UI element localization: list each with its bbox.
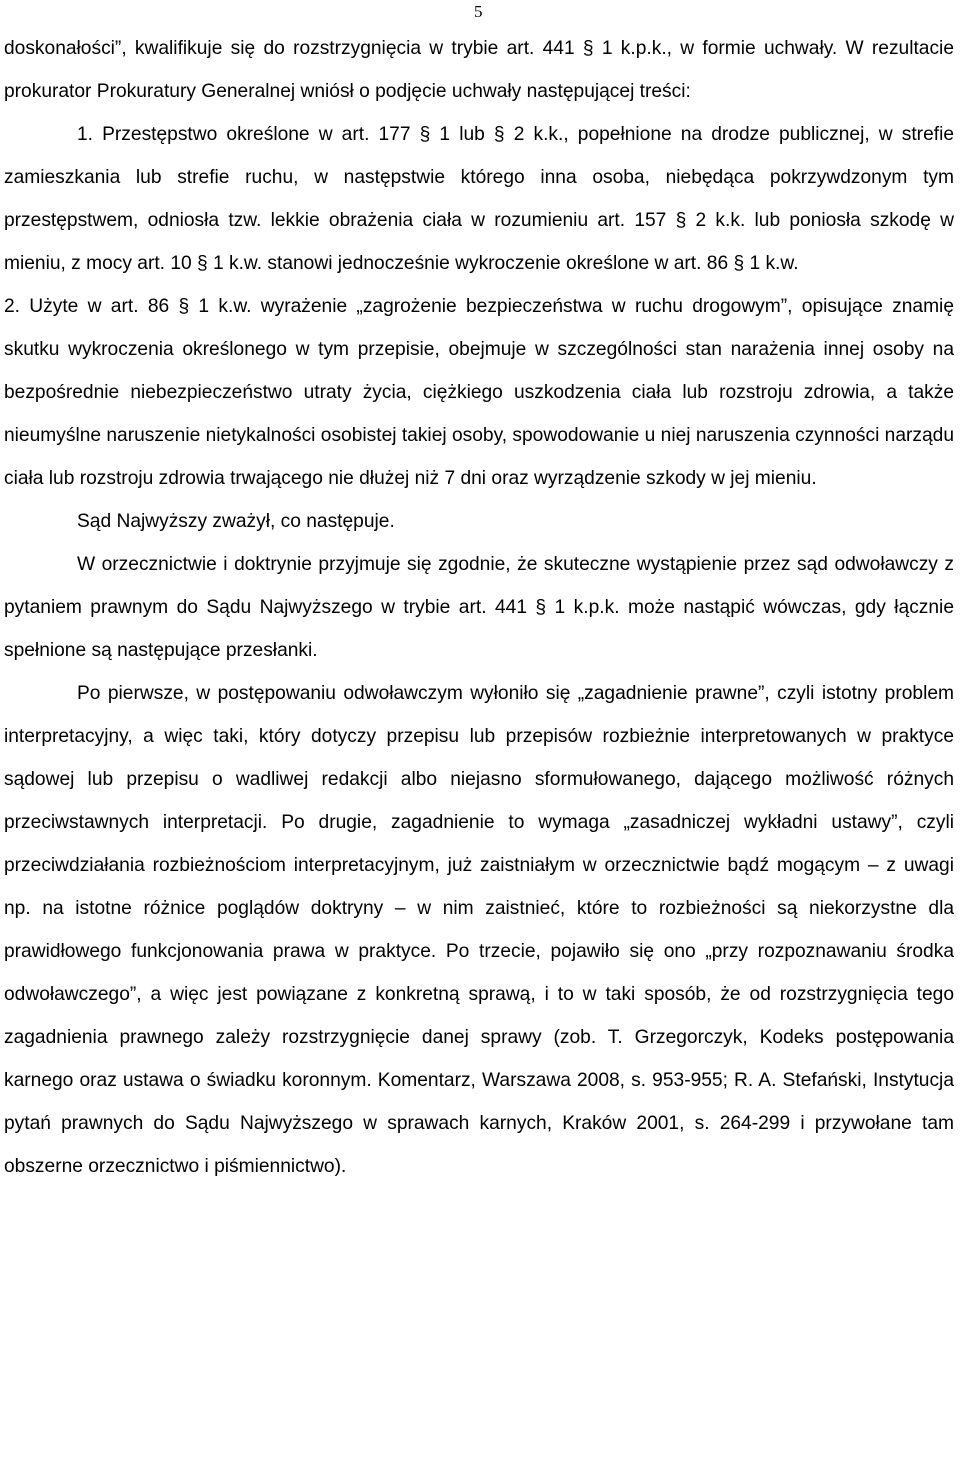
- paragraph: W orzecznictwie i doktrynie przyjmuje się zgodnie, że skuteczne wystąpienie przez sąd odwoławczy z pytaniem prawnym do Sądu Najwyższego w trybie art. 441 § 1 k.p.k. może nastąpić wówczas, gdy łącznie spełnione są następujące przesłanki.: [4, 554, 954, 661]
- document-body: [4, 27, 954, 1188]
- paragraph: Sąd Najwyższy zważył, co następuje.: [77, 511, 395, 532]
- paragraph: doskonałości”, kwalifikuje się do rozstrzygnięcia w trybie art. 441 § 1 k.p.k., w formie uchwały. W rezultacie prokurator Prokuratury Generalnej wniósł o podjęcie uchwały następującej treści:: [4, 38, 954, 102]
- paragraph: 2. Użyte w art. 86 § 1 k.w. wyrażenie „zagrożenie bezpieczeństwa w ruchu drogowym”, opisujące znamię skutku wykroczenia określonego w tym przepisie, obejmuje w szczególności stan narażenia innej osoby na bezpośrednie niebezpieczeństwo utraty życia, ciężkiego uszkodzenia ciała lub rozstroju zdrowia, a także nieumyślne naruszenie nietykalności osobistej takiej osoby, spowodowanie u niej naruszenia czynności narządu ciała lub rozstroju zdrowia trwającego nie dłużej niż 7 dni oraz wyrządzenie szkody w jej mieniu.: [4, 296, 954, 489]
- page-number: 5: [474, 2, 483, 21]
- paragraph: 1. Przestępstwo określone w art. 177 § 1 lub § 2 k.k., popełnione na drodze publicznej, w strefie zamieszkania lub strefie ruchu, w następstwie którego inna osoba, niebędąca pokrzywdzonym tym przestępstwem, odniosła tzw. lekkie obrażenia ciała w rozumieniu art. 157 § 2 k.k. lub poniosła szkodę w mieniu, z mocy art. 10 § 1 k.w. stanowi jednocześnie wykroczenie określone w art. 86 § 1 k.w.: [4, 124, 954, 274]
- paragraph: Po pierwsze, w postępowaniu odwoławczym wyłoniło się „zagadnienie prawne”, czyli istotny problem interpretacyjny, a więc taki, który dotyczy przepisu lub przepisów rozbieżnie interpretowanych w praktyce sądowej lub przepisu o wadliwej redakcji albo niejasno sformułowanego, dającego możliwość różnych przeciwstawnych interpretacji. Po drugie, zagadnienie to wymaga „zasadniczej wykładni ustawy”, czyli przeciwdziałania rozbieżnościom interpretacyjnym, już zaistniałym w orzecznictwie bądź mogącym – z uwagi np. na istotne różnice poglądów doktryny – w nim zaistnieć, które to rozbieżności są niekorzystne dla prawidłowego funkcjonowania prawa w praktyce. Po trzecie, pojawiło się ono „przy rozpoznawaniu środka odwoławczego”, a więc jest powiązane z konkretną sprawą, i to w taki sposób, że od rozstrzygnięcia tego zagadnienia prawnego zależy rozstrzygnięcie danej sprawy (zob. T. Grzegorczyk, Kodeks postępowania karnego oraz ustawa o świadku koronnym. Komentarz, Warszawa 2008, s. 953-955; R. A. Stefański, Instytucja pytań prawnych do Sądu Najwyższego w sprawach karnych, Kraków 2001, s. 264-299 i przywołane tam obszerne orzecznictwo i piśmiennictwo).: [4, 683, 954, 1177]
